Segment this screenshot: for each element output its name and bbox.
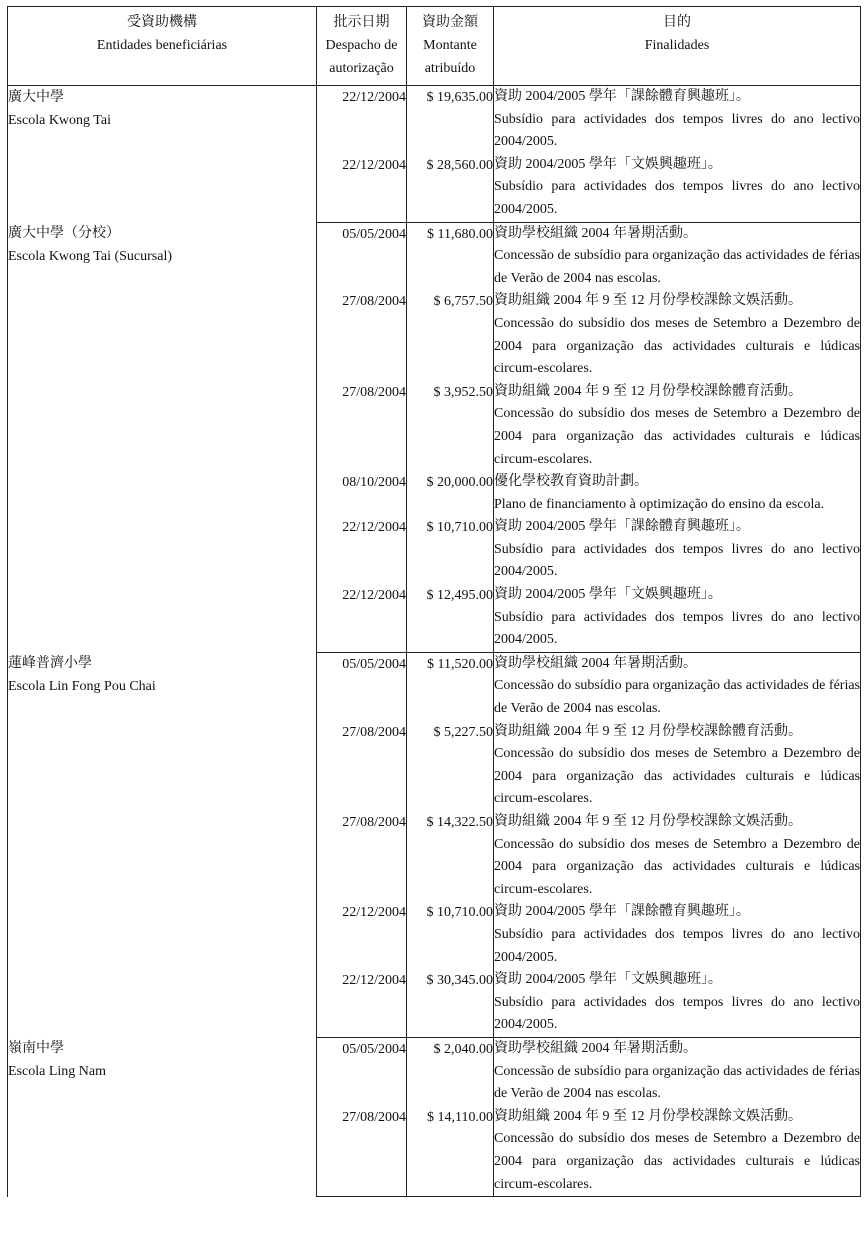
grant-purpose-pt: Concessão do subsídio dos meses de Setembro a Dezembro de 2004 para organização das actividades culturais e lúdicas circum-escolares. [494, 746, 860, 807]
grant-purpose [494, 1106, 861, 1197]
grant-purpose-zh: 資助組織 2004 年 9 至 12 月份學校課餘文娛活動。 [494, 814, 802, 829]
grant-amount: $ 10,710.00 [407, 516, 494, 584]
entity-name-zh: 嶺南中學 [8, 1041, 64, 1057]
header-amount-pt1: Montante [423, 38, 477, 53]
grant-amount: $ 14,322.50 [407, 811, 494, 901]
grant-purpose-pt: Subsídio para actividades dos tempos livres do ano lectivo 2004/2005. [494, 179, 860, 217]
grant-purpose-zh: 資助組織 2004 年 9 至 12 月份學校課餘文娛活動。 [494, 293, 802, 309]
entity-name-pt: Escola Ling Nam [8, 1064, 106, 1080]
entity-group [8, 222, 861, 652]
header-date-pt2: autorização [329, 61, 394, 76]
grant-date: 22/12/2004 [317, 584, 407, 652]
grant-amount: $ 11,520.00 [407, 652, 494, 720]
grant-amount: $ 30,345.00 [407, 969, 494, 1037]
grant-date: 27/08/2004 [317, 1106, 407, 1197]
grant-purpose-zh: 資助 2004/2005 學年「課餘體育興趣班」。 [494, 89, 750, 104]
grant-purpose [494, 1037, 861, 1105]
grant-purpose-zh: 資助 2004/2005 學年「文娛興趣班」。 [494, 156, 722, 172]
grant-purpose-pt: Plano de financiamento à optimização do ensino da escola. [494, 496, 825, 512]
grant-purpose-pt: Concessão de subsídio para organização das actividades de férias de Verão de 2004 nas escolas. [494, 248, 860, 286]
header-entity-pt: Entidades beneficiárias [96, 38, 228, 53]
grant-purpose [494, 811, 861, 901]
entity-name-pt: Escola Kwong Tai [8, 113, 111, 128]
grant-purpose-zh: 資助 2004/2005 學年「課餘體育興趣班」。 [494, 519, 750, 535]
grant-date: 05/05/2004 [317, 222, 407, 290]
grant-amount: $ 6,757.50 [407, 290, 494, 380]
grant-purpose-zh: 資助 2004/2005 學年「文娛興趣班」。 [494, 972, 722, 988]
grant-purpose [494, 86, 861, 154]
header-amount-pt2: atribuído [424, 61, 476, 76]
grant-date: 05/05/2004 [317, 1037, 407, 1105]
entity-name-zh: 廣大中學（分校） [8, 226, 120, 242]
header-amount [407, 7, 494, 86]
grant-amount: $ 2,040.00 [407, 1037, 494, 1105]
grant-purpose-pt: Concessão de subsídio para organização das actividades de férias de Verão de 2004 nas escolas. [494, 1063, 860, 1102]
header-date-pt1: Despacho de [325, 38, 398, 53]
grant-amount: $ 5,227.50 [407, 721, 494, 811]
grant-date: 22/12/2004 [317, 969, 407, 1037]
grant-purpose-zh: 資助學校組織 2004 年暑期活動。 [494, 655, 697, 671]
grant-date: 05/05/2004 [317, 652, 407, 720]
grant-purpose [494, 721, 861, 811]
grant-purpose-pt: Concessão do subsídio dos meses de Setembro a Dezembro de 2004 para organização das actividades culturais e lúdicas circum-escolares. [494, 406, 860, 467]
grant-date: 22/12/2004 [317, 86, 407, 154]
grant-purpose-zh: 資助學校組織 2004 年暑期活動。 [494, 1040, 697, 1056]
grant-purpose [494, 471, 861, 516]
entity-name-cell [8, 652, 317, 1037]
grant-purpose [494, 969, 861, 1037]
header-entity [8, 7, 317, 86]
grant-purpose [494, 901, 861, 969]
grant-amount: $ 10,710.00 [407, 901, 494, 969]
grant-date: 22/12/2004 [317, 516, 407, 584]
grant-amount: $ 20,000.00 [407, 471, 494, 516]
entity-name-pt: Escola Lin Fong Pou Chai [8, 679, 156, 695]
entity-group [8, 1037, 861, 1196]
header-purpose-pt: Finalidades [644, 38, 710, 53]
grant-amount: $ 3,952.50 [407, 381, 494, 471]
grant-purpose [494, 222, 861, 290]
grant-purpose-pt: Concessão do subsídio dos meses de Setembro a Dezembro de 2004 para organização das actividades culturais e lúdicas circum-escolares. [494, 315, 860, 377]
grant-purpose-pt: Subsídio para actividades dos tempos livres do ano lectivo 2004/2005. [494, 926, 860, 965]
entity-name-zh: 廣大中學 [8, 90, 64, 105]
header-amount-zh: 資助金額 [422, 15, 478, 30]
grant-date: 27/08/2004 [317, 811, 407, 901]
grant-purpose [494, 290, 861, 380]
grant-purpose-zh: 資助組織 2004 年 9 至 12 月份學校課餘體育活動。 [494, 383, 802, 399]
grants-table [7, 6, 861, 1197]
grant-purpose-pt: Subsídio para actividades dos tempos livres do ano lectivo 2004/2005. [494, 994, 860, 1033]
grant-purpose [494, 652, 861, 720]
grant-date: 27/08/2004 [317, 721, 407, 811]
grant-date: 27/08/2004 [317, 381, 407, 471]
grant-purpose-zh: 資助組織 2004 年 9 至 12 月份學校課餘文娛活動。 [494, 1108, 802, 1124]
grant-date: 22/12/2004 [317, 154, 407, 222]
grant-purpose [494, 154, 861, 222]
header-purpose-zh: 目的 [663, 15, 691, 30]
grant-purpose-pt: Subsídio para actividades dos tempos livres do ano lectivo 2004/2005. [494, 541, 860, 580]
grant-amount: $ 12,495.00 [407, 584, 494, 652]
grant-purpose [494, 584, 861, 652]
grant-purpose-zh: 資助學校組織 2004 年暑期活動。 [494, 225, 697, 241]
grant-date: 22/12/2004 [317, 901, 407, 969]
entity-name-cell [8, 86, 317, 223]
entity-name-zh: 蓮峰普濟小學 [8, 656, 92, 672]
grant-amount: $ 19,635.00 [407, 86, 494, 154]
header-entity-zh: 受資助機構 [127, 15, 197, 30]
header-date-zh: 批示日期 [333, 15, 390, 30]
grant-amount: $ 28,560.00 [407, 154, 494, 222]
grant-purpose-zh: 優化學校教育資助計劃。 [494, 474, 648, 490]
grant-date: 08/10/2004 [317, 471, 407, 516]
header-purpose [494, 7, 861, 86]
grant-purpose-zh: 資助組織 2004 年 9 至 12 月份學校課餘體育活動。 [494, 723, 802, 739]
grant-purpose-pt: Concessão do subsídio dos meses de Setembro a Dezembro de 2004 para organização das actividades culturais e lúdicas circum-escolares. [494, 836, 860, 897]
grant-purpose-pt: Concessão do subsídio dos meses de Setembro a Dezembro de 2004 para organização das actividades culturais e lúdicas circum-escolares. [494, 1131, 860, 1192]
grant-amount: $ 11,680.00 [407, 222, 494, 290]
entity-name-cell [8, 222, 317, 652]
grant-purpose-pt: Subsídio para actividades dos tempos livres do ano lectivo 2004/2005. [494, 609, 860, 648]
grant-purpose-pt: Concessão do subsídio para organização das actividades de férias de Verão de 2004 nas escolas. [494, 678, 860, 717]
entity-name-cell [8, 1037, 317, 1196]
entity-name-pt: Escola Kwong Tai (Sucursal) [8, 249, 173, 265]
grant-purpose [494, 516, 861, 584]
grant-amount: $ 14,110.00 [407, 1106, 494, 1197]
header-date [317, 7, 407, 86]
grant-date: 27/08/2004 [317, 290, 407, 380]
table-header [8, 7, 861, 86]
entity-group [8, 652, 861, 1037]
grant-purpose-zh: 資助 2004/2005 學年「文娛興趣班」。 [494, 587, 722, 603]
entity-group [8, 86, 861, 223]
grant-purpose [494, 381, 861, 471]
grant-purpose-pt: Subsídio para actividades dos tempos livres do ano lectivo 2004/2005. [494, 111, 860, 150]
grant-purpose-zh: 資助 2004/2005 學年「課餘體育興趣班」。 [494, 904, 750, 920]
